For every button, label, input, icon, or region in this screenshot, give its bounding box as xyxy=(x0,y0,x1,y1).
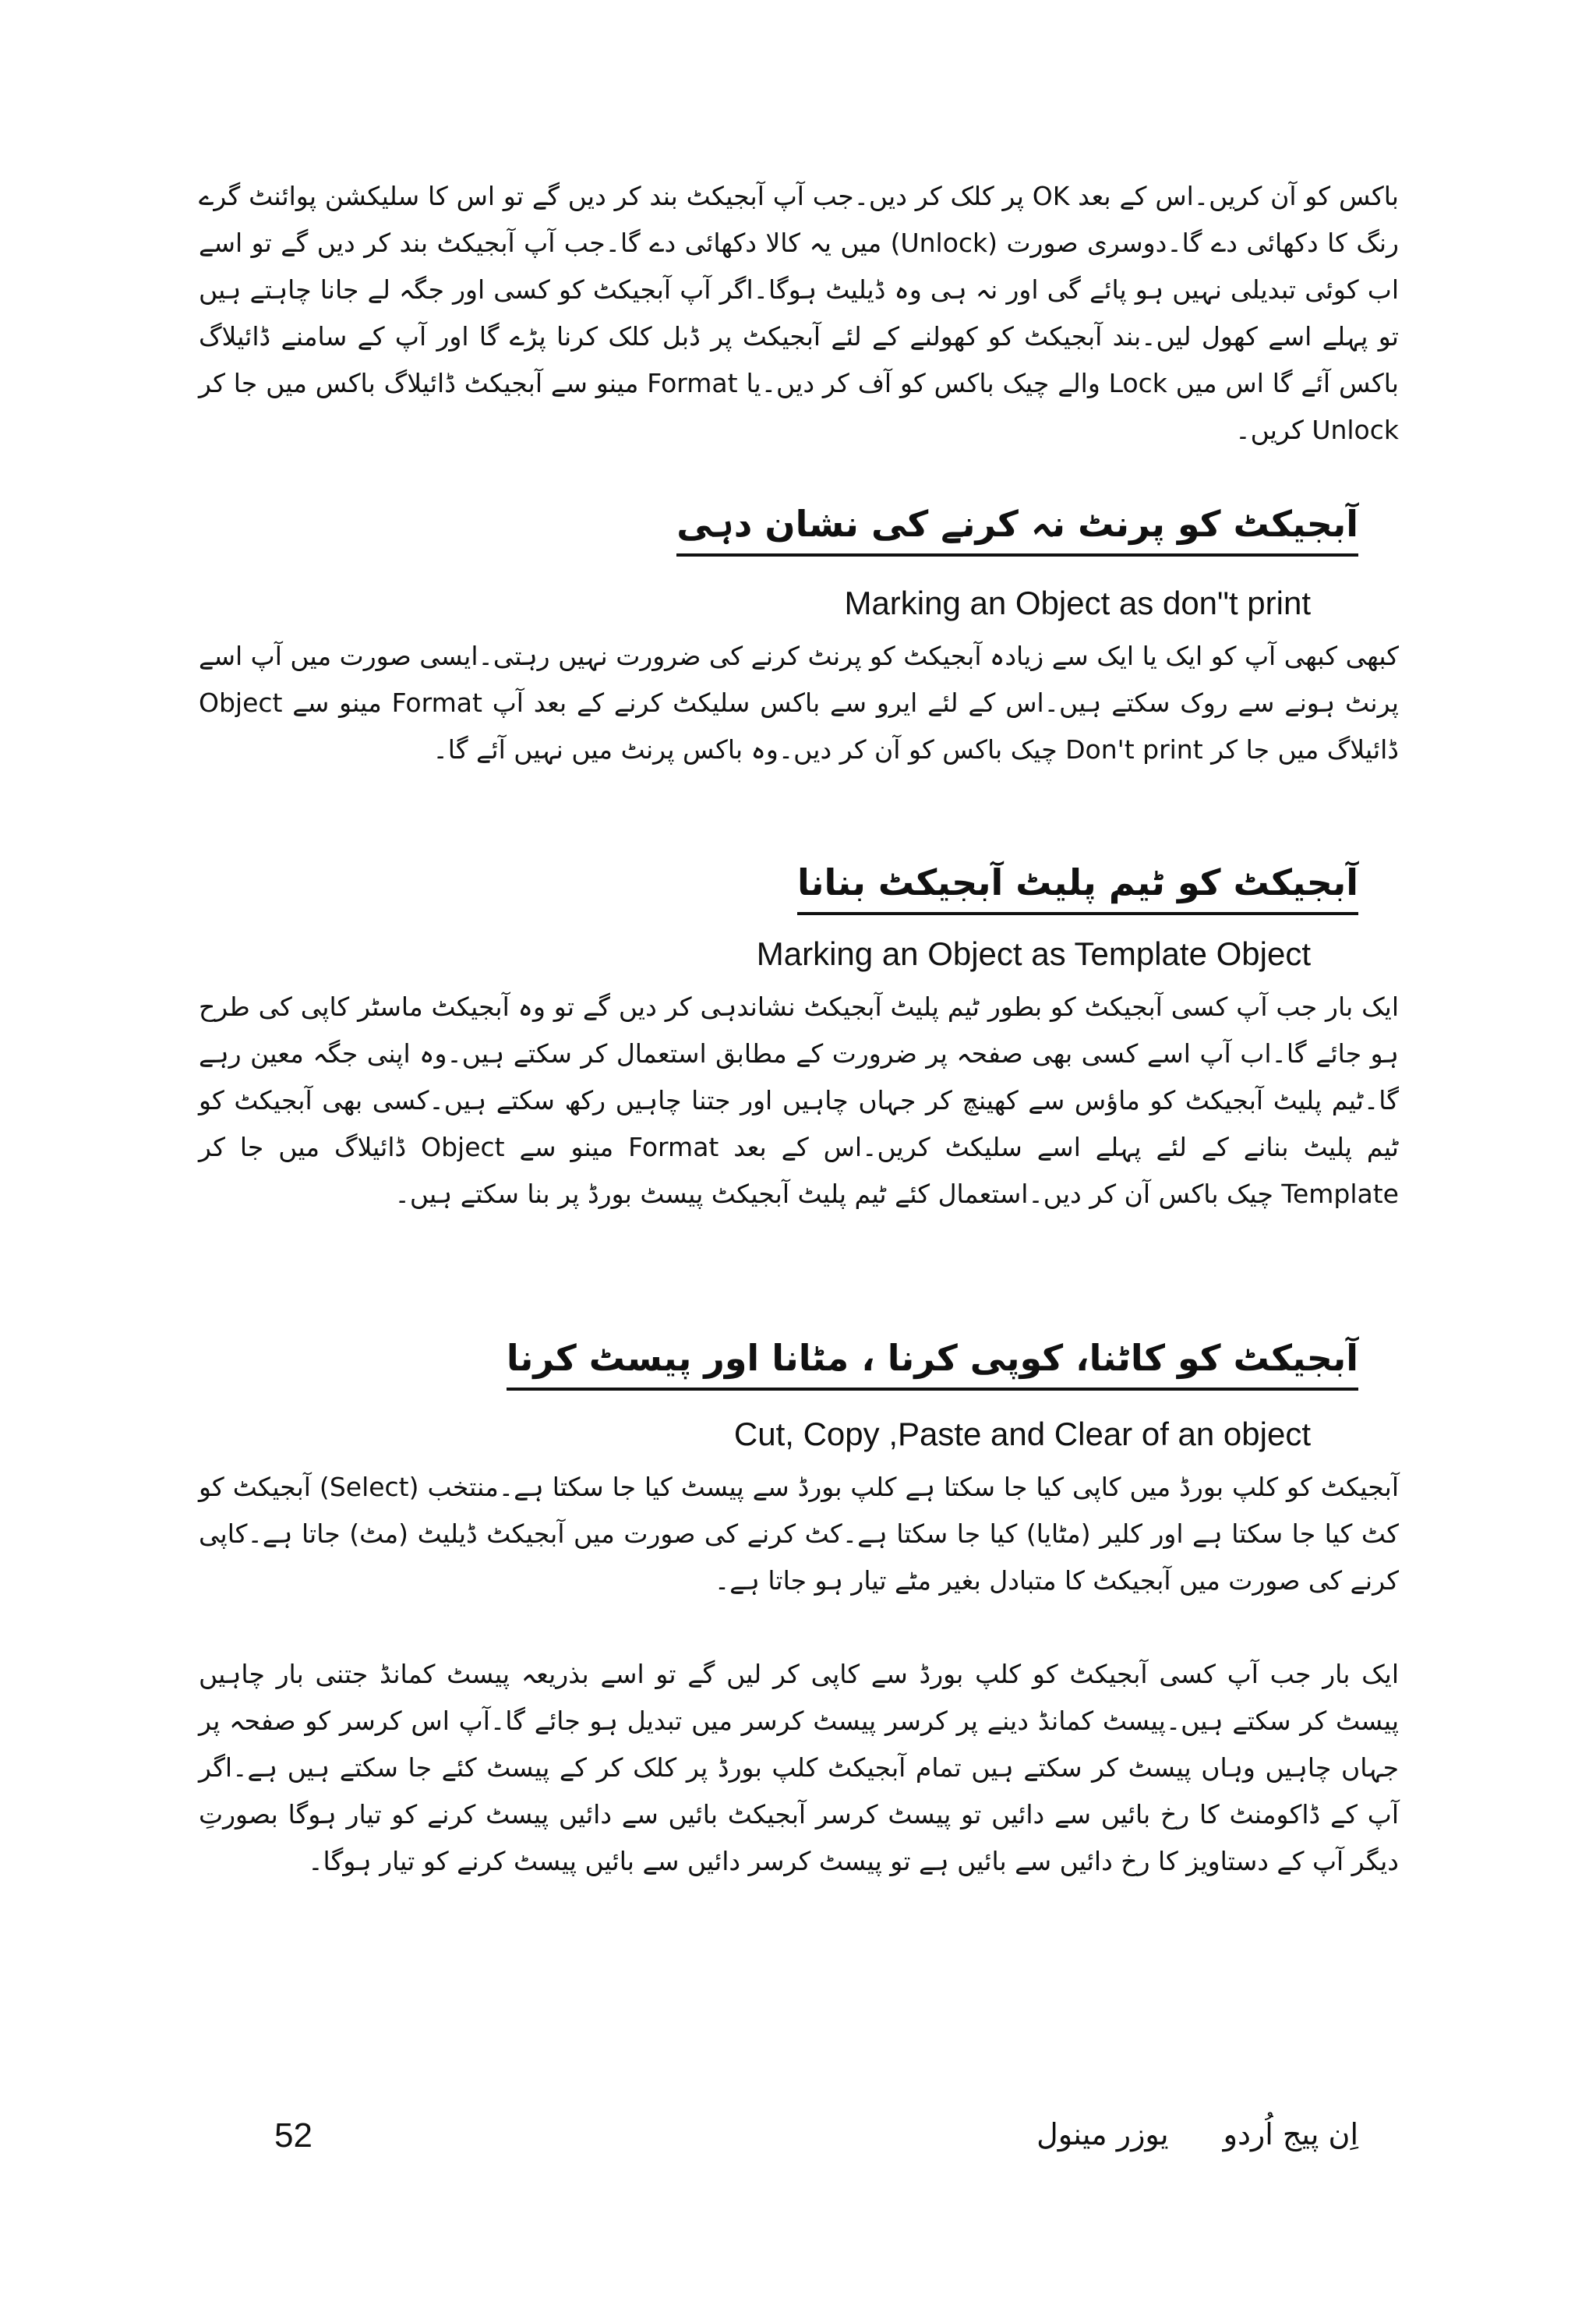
cut-copy-paragraph-2: ایک بار جب آپ کسی آبجیکٹ کو کلپ بورڈ سے کاپی کر لیں گے تو اسے بذریعہ پیسٹ کمانڈ جتنی بار چاہیں پیسٹ کر سکتے ہیں۔پیسٹ کمانڈ دینے پر کرسر پیسٹ کرسر میں تبدیل ہو جائے گا۔آپ اس کرسر کو صفحہ پر جہاں چاہیں وہاں پیسٹ کر سکتے ہیں تمام آبجیکٹ کلپ بورڈ پر کلک کر کے پیسٹ کئے جا سکتے ہیں ہے۔اگر آپ کے ڈاکومنٹ کا رخ بائیں سے دائیں تو پیسٹ کرسر آبجیکٹ بائیں سے دائیں پیسٹ کرنے کو تیار ہوگا بصورتِ دیگر آپ کے دستاویز کا رخ دائیں سے بائیں ہے تو پیسٹ کرسر دائیں سے بائیں پیسٹ کرنے کو تیار ہوگا۔ xyxy=(199,1659,1399,1876)
english-title-template-object: Marking an Object as Template Object xyxy=(756,935,1311,972)
footer-title: اِن پیج اُردو xyxy=(1223,2117,1358,2151)
english-title-cut-copy-paste: Cut, Copy ,Paste and Clear of an object xyxy=(733,1416,1311,1452)
dont-print-paragraph: کبھی کبھی آپ کو ایک یا ایک سے زیادہ آبجیکٹ کو پرنٹ کرنے کی ضرورت نہیں رہتی۔ایسی صورت میں آپ اسے پرنٹ ہونے سے روک سکتے ہیں۔اس کے لئے ایرو سے باکس سلیکٹ کرنے کے بعد آپ Format مینو سے Object ڈائیلاگ میں جا کر Don't print چیک باکس کو آن کر دیں۔وہ باکس پرنٹ میں نہیں آئے گا۔ xyxy=(199,641,1399,765)
heading-cut-copy-paste: آبجیکٹ کو کاٹنا، کوپی کرنا ، مٹانا اور پیسٹ کرنا xyxy=(507,1333,1358,1391)
heading-template-object: آبجیکٹ کو ٹیم پلیٹ آبجیکٹ بنانا xyxy=(797,857,1358,915)
page-number: 52 xyxy=(274,2116,312,2155)
footer-book-title xyxy=(1036,2111,1358,2158)
intro-paragraph: باکس کو آن کریں۔اس کے بعد OK پر کلک کر دیں۔جب آپ آبجیکٹ بند کر دیں گے تو اس کا سلیکشن پوائنٹ گرے رنگ کا دکھائی دے گا۔دوسری صورت (Unlock) میں یہ کالا دکھائی دے گا۔جب آپ آبجیکٹ بند کر دیں گے تو اسے اب کوئی تبدیلی نہیں ہو پائے گی اور نہ ہی وہ ڈیلیٹ ہوگا۔اگر آپ آبجیکٹ کو کسی اور جگہ لے جانا چاہتے ہیں تو پہلے اسے کھول لیں۔بند آبجیکٹ کو کھولنے کے لئے آبجیکٹ پر ڈبل کلک کرنا پڑے گا اور آپ کے سامنے ڈائیلاگ باکس آئے گا اس میں Lock والے چیک باکس کو آف کر دیں۔یا Format مینو سے آبجیکٹ ڈائیلاگ باکس میں جا کر Unlock کریں۔ xyxy=(199,181,1399,445)
template-paragraph: ایک بار جب آپ کسی آبجیکٹ کو بطور ٹیم پلیٹ آبجیکٹ نشاندہی کر دیں گے تو وہ آبجیکٹ ماسٹر کاپی کی طرح ہو جائے گا۔اب آپ اسے کسی بھی صفحہ پر ضرورت کے مطابق استعمال کر سکتے ہیں۔وہ اپنی جگہ معین رہے گا۔ٹیم پلیٹ آبجیکٹ کو ماؤس سے کھینچ کر جہاں چاہیں اور جتنا چاہیں رکھ سکتے ہیں۔کسی بھی آبجیکٹ کو ٹیم پلیٹ بنانے کے لئے پہلے اسے سلیکٹ کریں۔اس کے بعد Format مینو سے Object ڈائیلاگ میں جا کر Template چیک باکس آن کر دیں۔استعمال کئے ٹیم پلیٹ آبجیکٹ پیسٹ بورڈ پر بنا سکتے ہیں۔ xyxy=(199,992,1399,1209)
cut-copy-paragraph-1: آبجیکٹ کو کلپ بورڈ میں کاپی کیا جا سکتا ہے کلپ بورڈ سے پیسٹ کیا جا سکتا ہے۔منتخب (Select) آبجیکٹ کو کٹ کیا جا سکتا ہے اور کلیر (مٹایا) کیا جا سکتا ہے۔کٹ کرنے کی صورت میں آبجیکٹ ڈیلیٹ (مٹ) جاتا ہے۔کاپی کرنے کی صورت میں آبجیکٹ کا متبادل بغیر مٹے تیار ہو جاتا ہے۔ xyxy=(199,1472,1399,1596)
english-title-dont-print: Marking an Object as don"t print xyxy=(844,585,1311,621)
footer-subtitle: یوزر مینول xyxy=(1036,2117,1169,2151)
heading-dont-print: آبجیکٹ کو پرنٹ نہ کرنے کی نشان دہی xyxy=(676,499,1358,557)
